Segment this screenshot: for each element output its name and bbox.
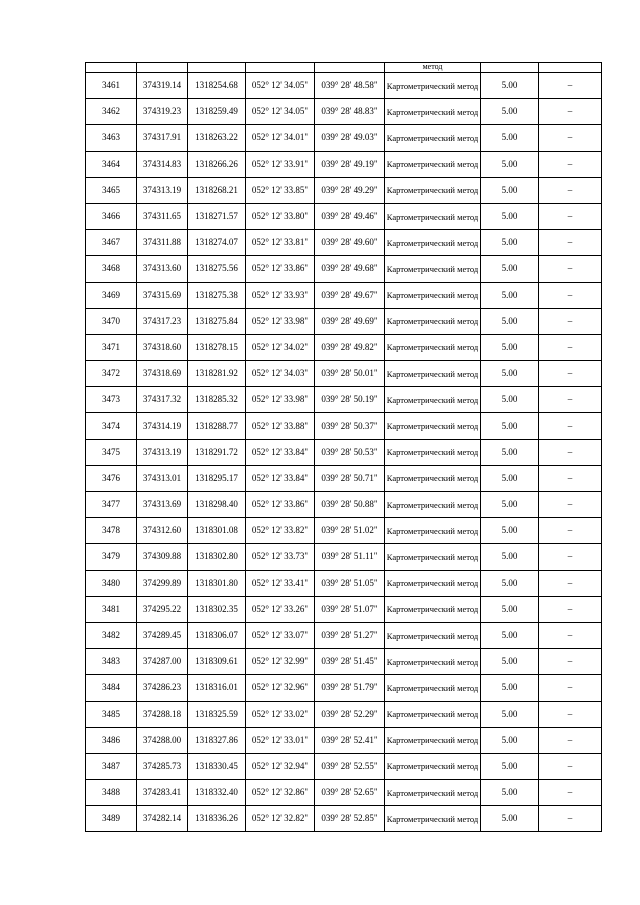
accuracy-cell: 5.00 [481,387,539,413]
accuracy-cell: 5.00 [481,151,539,177]
y-coordinate-cell: 1318285.32 [188,387,246,413]
note-cell: – [539,151,602,177]
note-cell: – [539,334,602,360]
note-cell: – [539,570,602,596]
accuracy-cell: 5.00 [481,675,539,701]
latitude-cell: 052° 12' 33.88" [246,413,315,439]
table-row [86,492,602,518]
x-coordinate-cell: 374318.60 [137,334,188,360]
accuracy-cell: 5.00 [481,492,539,518]
longitude-cell: 039° 28' 49.46" [315,203,385,229]
longitude-cell: 039° 28' 49.19" [315,151,385,177]
note-cell: – [539,596,602,622]
point-number-cell: 3486 [86,727,137,753]
point-number-cell: 3468 [86,256,137,282]
accuracy-cell [481,63,539,73]
latitude-cell: 052° 12' 33.01" [246,727,315,753]
note-cell: – [539,701,602,727]
x-coordinate-cell: 374319.23 [137,99,188,125]
method-cell: Картометрический метод [385,439,481,465]
method-cell: Картометрический метод [385,701,481,727]
accuracy-cell: 5.00 [481,177,539,203]
table-row [86,256,602,282]
method-cell: Картометрический метод [385,780,481,806]
table-body [86,63,602,832]
table-row [86,439,602,465]
table-row [86,518,602,544]
longitude-cell: 039° 28' 49.60" [315,230,385,256]
x-coordinate-cell: 374317.23 [137,308,188,334]
point-number-cell: 3465 [86,177,137,203]
table-row [86,151,602,177]
note-cell: – [539,99,602,125]
x-coordinate-cell: 374317.32 [137,387,188,413]
x-coordinate-cell: 374311.65 [137,203,188,229]
latitude-cell: 052° 12' 34.05" [246,73,315,99]
method-cell: Картометрический метод [385,753,481,779]
x-coordinate-cell: 374312.60 [137,518,188,544]
longitude-cell: 039° 28' 51.05" [315,570,385,596]
longitude-cell: 039° 28' 50.88" [315,492,385,518]
accuracy-cell: 5.00 [481,361,539,387]
y-coordinate-cell: 1318325.59 [188,701,246,727]
point-number-cell: 3470 [86,308,137,334]
latitude-cell: 052° 12' 33.80" [246,203,315,229]
latitude-cell: 052° 12' 32.82" [246,806,315,832]
longitude-cell: 039° 28' 50.01" [315,361,385,387]
note-cell: – [539,256,602,282]
point-number-cell: 3487 [86,753,137,779]
y-coordinate-cell: 1318275.38 [188,282,246,308]
accuracy-cell: 5.00 [481,701,539,727]
y-coordinate-cell: 1318278.15 [188,334,246,360]
x-coordinate-cell: 374311.88 [137,230,188,256]
method-cell: Картометрический метод [385,649,481,675]
method-cell: Картометрический метод [385,806,481,832]
note-cell: – [539,73,602,99]
longitude-cell: 039° 28' 49.68" [315,256,385,282]
latitude-cell: 052° 12' 33.84" [246,465,315,491]
accuracy-cell: 5.00 [481,544,539,570]
method-cell: Картометрический метод [385,492,481,518]
accuracy-cell: 5.00 [481,256,539,282]
table-row [86,622,602,648]
y-coordinate-cell: 1318263.22 [188,125,246,151]
note-cell: – [539,413,602,439]
x-coordinate-cell: 374285.73 [137,753,188,779]
longitude-cell: 039° 28' 50.53" [315,439,385,465]
x-coordinate-cell: 374313.19 [137,439,188,465]
note-cell: – [539,387,602,413]
latitude-cell: 052° 12' 33.02" [246,701,315,727]
table-row [86,203,602,229]
x-coordinate-cell [137,63,188,73]
note-cell: – [539,465,602,491]
x-coordinate-cell: 374319.14 [137,73,188,99]
longitude-cell: 039° 28' 52.65" [315,780,385,806]
table-row [86,230,602,256]
table-row [86,73,602,99]
y-coordinate-cell: 1318268.21 [188,177,246,203]
table-row [86,806,602,832]
longitude-cell: 039° 28' 50.19" [315,387,385,413]
method-cell: Картометрический метод [385,727,481,753]
point-number-cell: 3489 [86,806,137,832]
x-coordinate-cell: 374314.83 [137,151,188,177]
point-number-cell: 3467 [86,230,137,256]
longitude-cell: 039° 28' 48.58" [315,73,385,99]
accuracy-cell: 5.00 [481,230,539,256]
method-cell: Картометрический метод [385,334,481,360]
point-number-cell: 3474 [86,413,137,439]
method-cell: Картометрический метод [385,544,481,570]
x-coordinate-cell: 374287.00 [137,649,188,675]
table-row [86,544,602,570]
note-cell: – [539,806,602,832]
longitude-cell: 039° 28' 52.41" [315,727,385,753]
longitude-cell: 039° 28' 49.03" [315,125,385,151]
y-coordinate-cell: 1318259.49 [188,99,246,125]
longitude-cell: 039° 28' 49.82" [315,334,385,360]
note-cell: – [539,675,602,701]
longitude-cell: 039° 28' 51.79" [315,675,385,701]
method-cell: Картометрический метод [385,518,481,544]
y-coordinate-cell: 1318302.35 [188,596,246,622]
point-number-cell: 3466 [86,203,137,229]
method-cell: Картометрический метод [385,256,481,282]
point-number-cell: 3476 [86,465,137,491]
method-cell: Картометрический метод [385,570,481,596]
accuracy-cell: 5.00 [481,727,539,753]
longitude-cell [315,63,385,73]
table-row [86,334,602,360]
note-cell [539,63,602,73]
method-cell: Картометрический метод [385,203,481,229]
x-coordinate-cell: 374299.89 [137,570,188,596]
latitude-cell: 052° 12' 32.94" [246,753,315,779]
y-coordinate-cell: 1318301.80 [188,570,246,596]
latitude-cell: 052° 12' 34.05" [246,99,315,125]
method-cell: Картометрический метод [385,596,481,622]
point-number-cell: 3473 [86,387,137,413]
method-text: метод [422,62,443,71]
latitude-cell [246,63,315,73]
point-number-cell: 3469 [86,282,137,308]
note-cell: – [539,649,602,675]
longitude-cell: 039° 28' 50.71" [315,465,385,491]
point-number-cell: 3462 [86,99,137,125]
accuracy-cell: 5.00 [481,780,539,806]
latitude-cell: 052° 12' 33.98" [246,387,315,413]
point-number-cell: 3488 [86,780,137,806]
x-coordinate-cell: 374286.23 [137,675,188,701]
y-coordinate-cell: 1318316.01 [188,675,246,701]
y-coordinate-cell: 1318275.84 [188,308,246,334]
accuracy-cell: 5.00 [481,649,539,675]
longitude-cell: 039° 28' 51.27" [315,622,385,648]
point-number-cell: 3472 [86,361,137,387]
note-cell: – [539,203,602,229]
y-coordinate-cell: 1318254.68 [188,73,246,99]
latitude-cell: 052° 12' 34.01" [246,125,315,151]
x-coordinate-cell: 374288.00 [137,727,188,753]
table-row [86,177,602,203]
y-coordinate-cell: 1318302.80 [188,544,246,570]
x-coordinate-cell: 374282.14 [137,806,188,832]
accuracy-cell: 5.00 [481,413,539,439]
x-coordinate-cell: 374283.41 [137,780,188,806]
latitude-cell: 052° 12' 33.81" [246,230,315,256]
note-cell: – [539,282,602,308]
accuracy-cell: 5.00 [481,806,539,832]
y-coordinate-cell: 1318295.17 [188,465,246,491]
y-coordinate-cell: 1318309.61 [188,649,246,675]
note-cell: – [539,753,602,779]
accuracy-cell: 5.00 [481,570,539,596]
accuracy-cell: 5.00 [481,99,539,125]
table-row [86,125,602,151]
method-cell: Картометрический метод [385,622,481,648]
note-cell: – [539,125,602,151]
longitude-cell: 039° 28' 51.45" [315,649,385,675]
point-number-cell: 3480 [86,570,137,596]
table-row [86,753,602,779]
latitude-cell: 052° 12' 33.91" [246,151,315,177]
point-number-cell [86,63,137,73]
y-coordinate-cell: 1318301.08 [188,518,246,544]
note-cell: – [539,780,602,806]
accuracy-cell: 5.00 [481,282,539,308]
longitude-cell: 039° 28' 49.69" [315,308,385,334]
table-row [86,308,602,334]
note-cell: – [539,177,602,203]
x-coordinate-cell: 374315.69 [137,282,188,308]
y-coordinate-cell: 1318275.56 [188,256,246,282]
method-cell [385,63,481,73]
accuracy-cell: 5.00 [481,622,539,648]
y-coordinate-cell: 1318330.45 [188,753,246,779]
y-coordinate-cell: 1318327.86 [188,727,246,753]
accuracy-cell: 5.00 [481,203,539,229]
accuracy-cell: 5.00 [481,518,539,544]
table-row [86,675,602,701]
note-cell: – [539,230,602,256]
point-number-cell: 3479 [86,544,137,570]
y-coordinate-cell: 1318298.40 [188,492,246,518]
point-number-cell: 3485 [86,701,137,727]
method-cell: Картометрический метод [385,230,481,256]
table-row [86,596,602,622]
table-row [86,282,602,308]
accuracy-cell: 5.00 [481,439,539,465]
x-coordinate-cell: 374313.69 [137,492,188,518]
y-coordinate-cell [188,63,246,73]
latitude-cell: 052° 12' 33.86" [246,492,315,518]
method-cell: Картометрический метод [385,387,481,413]
note-cell: – [539,727,602,753]
latitude-cell: 052° 12' 33.73" [246,544,315,570]
accuracy-cell: 5.00 [481,125,539,151]
latitude-cell: 052° 12' 33.86" [246,256,315,282]
accuracy-cell: 5.00 [481,596,539,622]
latitude-cell: 052° 12' 33.98" [246,308,315,334]
note-cell: – [539,361,602,387]
method-cell: Картометрический метод [385,361,481,387]
table-row [86,780,602,806]
longitude-cell: 039° 28' 51.11" [315,544,385,570]
table-row [86,701,602,727]
point-number-cell: 3483 [86,649,137,675]
longitude-cell: 039° 28' 50.37" [315,413,385,439]
method-cell: Картометрический метод [385,465,481,491]
y-coordinate-cell: 1318332.40 [188,780,246,806]
latitude-cell: 052° 12' 32.86" [246,780,315,806]
method-cell: Картометрический метод [385,151,481,177]
coordinates-table [85,62,602,832]
x-coordinate-cell: 374289.45 [137,622,188,648]
accuracy-cell: 5.00 [481,73,539,99]
accuracy-cell: 5.00 [481,334,539,360]
table-row-continued [86,63,602,73]
point-number-cell: 3475 [86,439,137,465]
table-row [86,387,602,413]
point-number-cell: 3481 [86,596,137,622]
method-cell: Картометрический метод [385,308,481,334]
note-cell: – [539,492,602,518]
longitude-cell: 039° 28' 49.29" [315,177,385,203]
latitude-cell: 052° 12' 32.96" [246,675,315,701]
y-coordinate-cell: 1318288.77 [188,413,246,439]
table-row [86,413,602,439]
point-number-cell: 3464 [86,151,137,177]
x-coordinate-cell: 374309.88 [137,544,188,570]
point-number-cell: 3477 [86,492,137,518]
accuracy-cell: 5.00 [481,465,539,491]
latitude-cell: 052° 12' 33.26" [246,596,315,622]
table-row [86,99,602,125]
latitude-cell: 052° 12' 32.99" [246,649,315,675]
longitude-cell: 039° 28' 52.55" [315,753,385,779]
point-number-cell: 3482 [86,622,137,648]
table-row [86,465,602,491]
y-coordinate-cell: 1318281.92 [188,361,246,387]
y-coordinate-cell: 1318306.07 [188,622,246,648]
y-coordinate-cell: 1318291.72 [188,439,246,465]
latitude-cell: 052° 12' 33.82" [246,518,315,544]
note-cell: – [539,439,602,465]
x-coordinate-cell: 374295.22 [137,596,188,622]
method-cell: Картометрический метод [385,125,481,151]
x-coordinate-cell: 374313.19 [137,177,188,203]
method-cell: Картометрический метод [385,282,481,308]
method-cell: Картометрический метод [385,413,481,439]
method-cell: Картометрический метод [385,73,481,99]
table-row [86,649,602,675]
point-number-cell: 3461 [86,73,137,99]
note-cell: – [539,308,602,334]
accuracy-cell: 5.00 [481,308,539,334]
note-cell: – [539,518,602,544]
table-row [86,570,602,596]
point-number-cell: 3484 [86,675,137,701]
table-row [86,727,602,753]
x-coordinate-cell: 374314.19 [137,413,188,439]
x-coordinate-cell: 374313.60 [137,256,188,282]
y-coordinate-cell: 1318271.57 [188,203,246,229]
longitude-cell: 039° 28' 52.85" [315,806,385,832]
latitude-cell: 052° 12' 33.07" [246,622,315,648]
point-number-cell: 3463 [86,125,137,151]
x-coordinate-cell: 374318.69 [137,361,188,387]
x-coordinate-cell: 374288.18 [137,701,188,727]
y-coordinate-cell: 1318266.26 [188,151,246,177]
method-cell: Картометрический метод [385,177,481,203]
latitude-cell: 052° 12' 33.85" [246,177,315,203]
longitude-cell: 039° 28' 48.83" [315,99,385,125]
point-number-cell: 3471 [86,334,137,360]
method-cell: Картометрический метод [385,675,481,701]
note-cell: – [539,622,602,648]
longitude-cell: 039° 28' 49.67" [315,282,385,308]
accuracy-cell: 5.00 [481,753,539,779]
latitude-cell: 052° 12' 33.84" [246,439,315,465]
longitude-cell: 039° 28' 51.02" [315,518,385,544]
method-cell: Картометрический метод [385,99,481,125]
table-row [86,361,602,387]
longitude-cell: 039° 28' 52.29" [315,701,385,727]
latitude-cell: 052° 12' 33.93" [246,282,315,308]
longitude-cell: 039° 28' 51.07" [315,596,385,622]
point-number-cell: 3478 [86,518,137,544]
x-coordinate-cell: 374313.01 [137,465,188,491]
latitude-cell: 052° 12' 34.03" [246,361,315,387]
note-cell: – [539,544,602,570]
y-coordinate-cell: 1318336.26 [188,806,246,832]
latitude-cell: 052° 12' 33.41" [246,570,315,596]
latitude-cell: 052° 12' 34.02" [246,334,315,360]
x-coordinate-cell: 374317.91 [137,125,188,151]
y-coordinate-cell: 1318274.07 [188,230,246,256]
